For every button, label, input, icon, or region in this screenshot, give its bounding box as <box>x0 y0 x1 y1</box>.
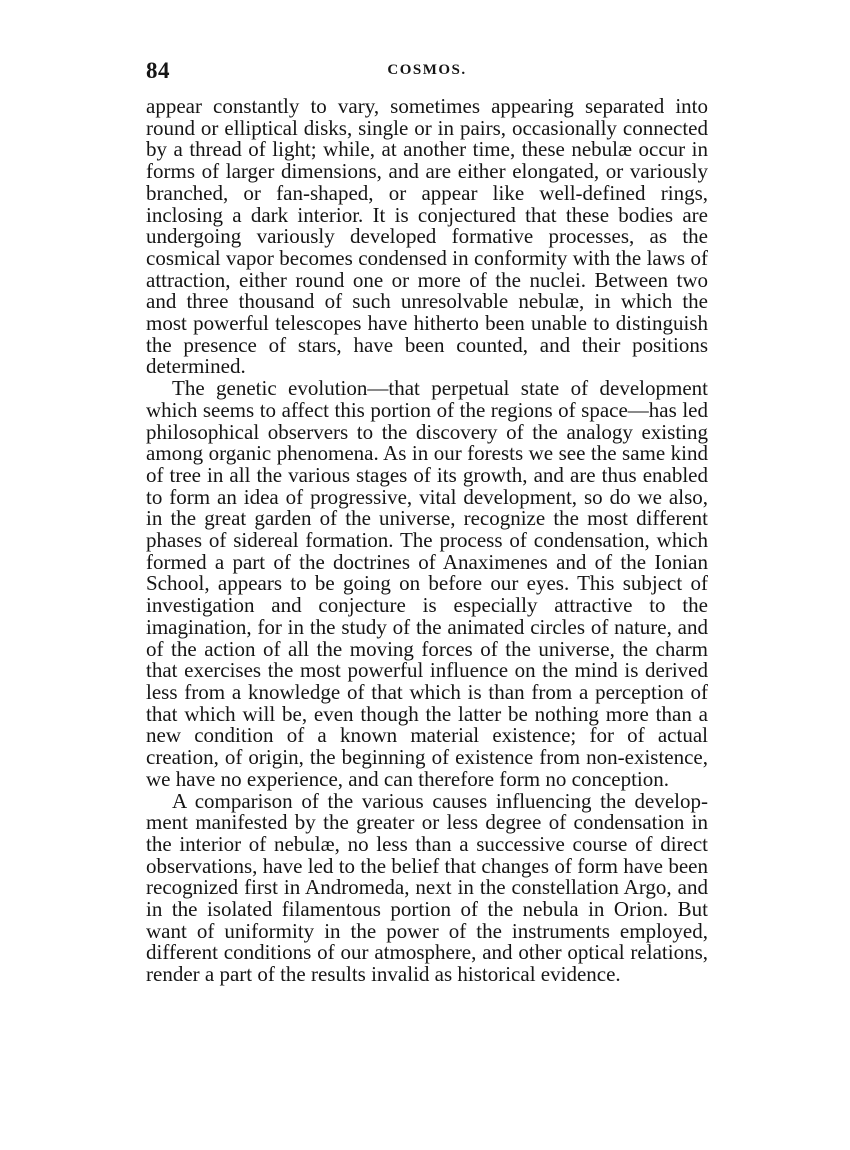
paragraph-genetic-evolution: The genetic evolution—that perpetual state of development which seems to affect this portion of the regions of space—has led philosophical observers to the discovery of the analogy existing among organic phenomena. As in our forests we see the same kind of tree in all the various stages of its growth, and are thus enabled to form an idea of progressive, vital development, so do we also, in the great garden of the universe, recognize the most different phases of sidereal formation. The process of condensation, which formed a part of the doctrines of Anaximenes and of the Ionian School, appears to be going on before our eyes. This subject of investigation and conjecture is especially attractive to the imagination, for in the study of the animated circles of nature, and of the action of all the moving forces of the universe, the charm that exercises the most powerful influence on the mind is derived less from a knowledge of that which is than from a perception of that which will be, even though the latter be nothing more than a new condition of a known material existence; for of actual creation, of origin, the beginning of existence from non-existence, we have no experience, and can therefore form no conception. <box>146 376 708 791</box>
running-title: COSMOS. <box>387 62 467 78</box>
running-head <box>146 58 708 86</box>
page-number: 84 <box>146 58 170 83</box>
body-text <box>146 96 708 986</box>
paragraph-continued: appear constantly to vary, sometimes appearing separated into round or elliptical disks, single or in pairs, occasionally connected by a thread of light; while, at another time, these nebulæ occur in forms of larger dimensions, and are either elongated, or variously branched, or fan-shaped, or appear like well-defined rings, inclosing a dark interior. It is conjectured that these bodies are undergoing variously developed formative processes, as the cosmical vapor becomes condensed in conformity with the laws of attraction, either round one or more of the nuclei. Between two and three thousand of such unresolvable nebulæ, in which the most powerful telescopes have hitherto been unable to distinguish the presence of stars, have been counted, and their positions determined. <box>146 94 708 379</box>
paragraph-comparison: A comparison of the various causes influencing the development manifested by the greater or less degree of condensation in the interior of nebulæ, no less than a successive course of direct observations, have led to the belief that changes of form have been recognized first in Andromeda, next in the constellation Argo, and in the isolated filamentous portion of the nebula in Orion. But want of uniformity in the power of the instruments employed, different conditions of our atmosphere, and other optical relations, render a part of the results invalid as historical evidence. <box>146 788 708 987</box>
